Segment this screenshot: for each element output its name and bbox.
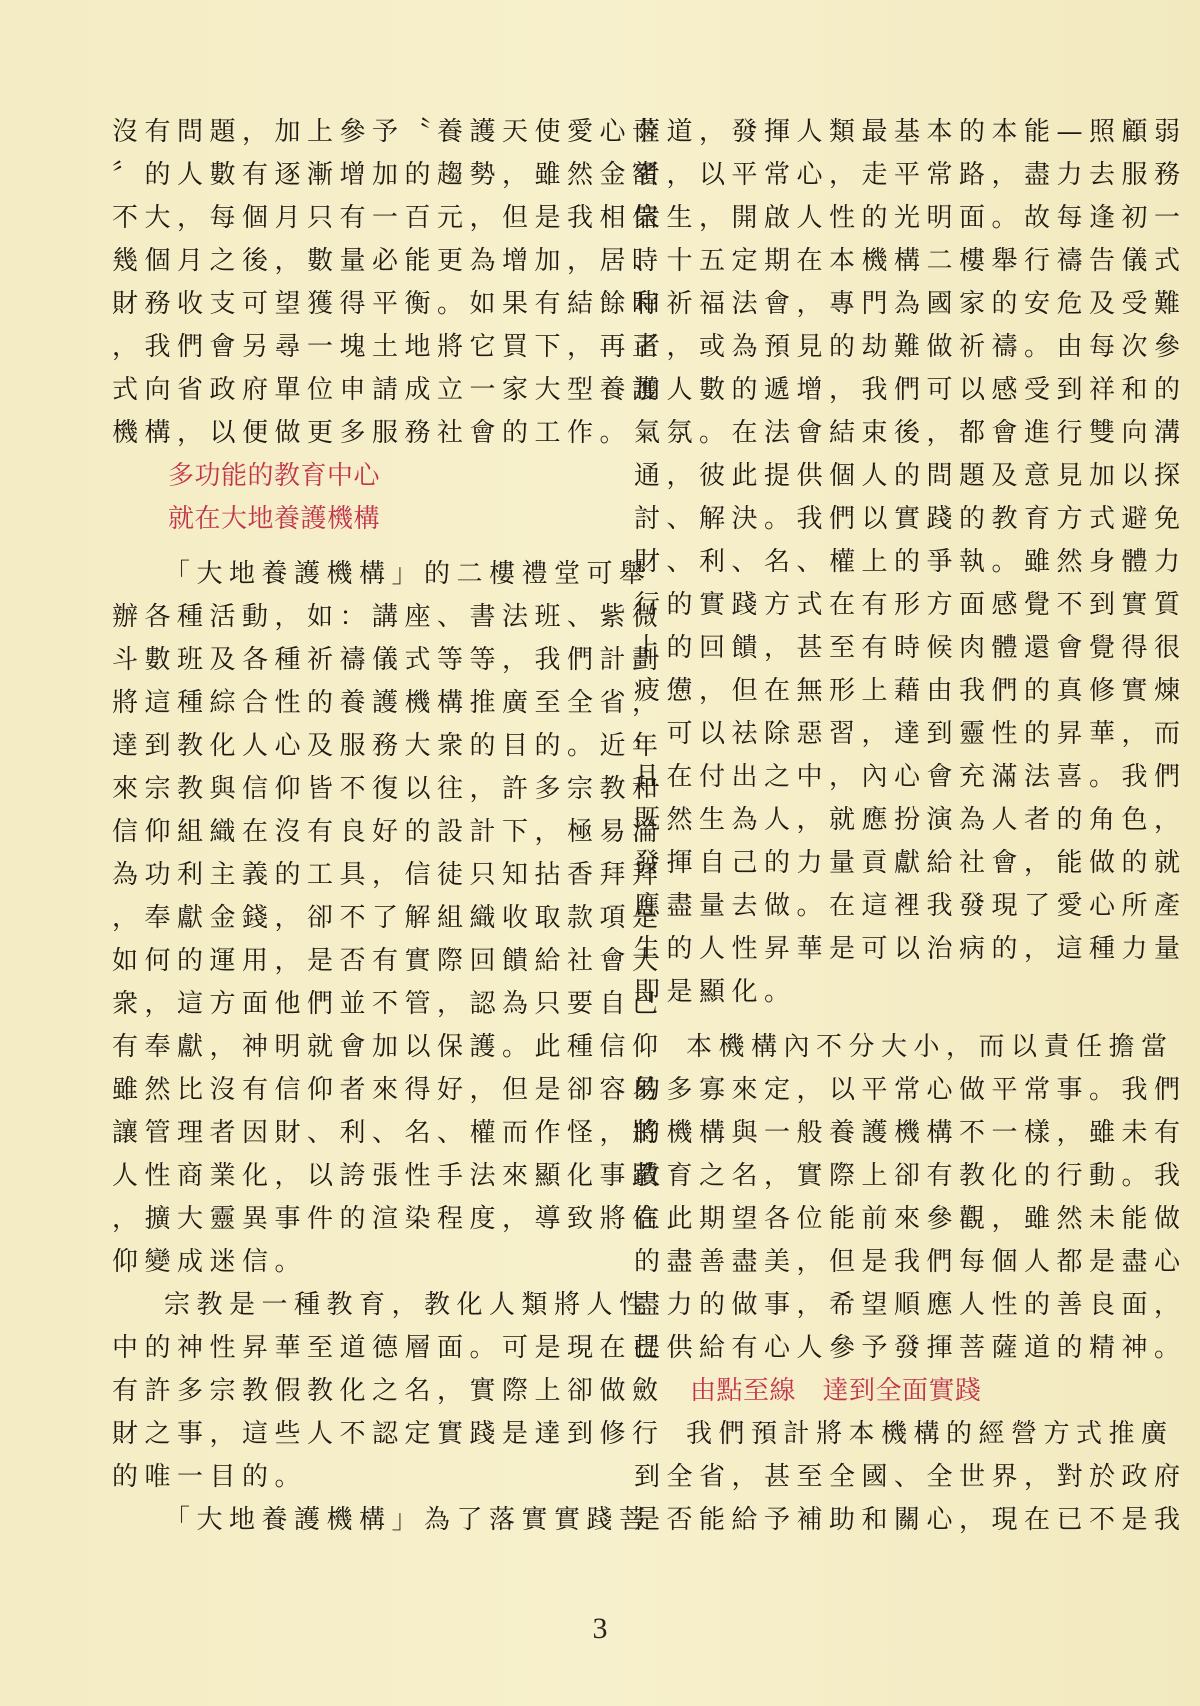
text-line: 氣氛。在法會結束後，都會進行雙向溝	[634, 418, 1187, 448]
text-line: 機構，以便做更多服務社會的工作。	[112, 418, 633, 448]
section-heading-full-practice: 由點至線 達到全面實踐	[690, 1376, 982, 1406]
heading-line: 多功能的教育中心	[168, 461, 381, 491]
right-paragraph-3	[634, 1414, 1187, 1543]
text-line: 且在付出之中，內心會充滿法喜。我們	[634, 762, 1187, 792]
text-line: 提供給有心人參予發揮菩薩道的精神。	[634, 1333, 1187, 1363]
text-line: 的唯一目的。	[112, 1462, 308, 1492]
text-line: 辦各種活動，如：講座、書法班、紫微	[112, 602, 665, 632]
text-line: 式向省政府單位申請成立一家大型養護	[112, 375, 665, 405]
text-line: 在此期望各位能前來參觀，雖然未能做	[634, 1204, 1187, 1234]
text-line: 疲憊，但在無形上藉由我們的真修實煉	[634, 676, 1187, 706]
text-line: 有許多宗教假教化之名，實際上卻做斂	[112, 1376, 665, 1406]
text-line: 讓管理者因財、利、名、權而作怪，將	[112, 1118, 665, 1148]
left-column	[112, 112, 665, 1543]
text-line: 、十五定期在本機構二樓舉行禱告儀式	[634, 246, 1187, 276]
text-line: 是否能給予補助和關心，現在已不是我	[634, 1505, 1187, 1535]
text-line: 「大地養護機構」為了落實實踐菩	[164, 1505, 652, 1535]
page-number: 3	[592, 1612, 608, 1645]
text-line: 者，以平常心，走平常路，盡力去服務	[634, 160, 1187, 190]
right-paragraph-1	[634, 112, 1187, 1015]
text-line: 上的回饋，甚至有時候肉體還會覺得很	[634, 633, 1187, 663]
text-line: 的機構與一般養護機構不一樣，雖未有	[634, 1118, 1187, 1148]
text-line: 將這種綜合性的養護機構推廣至全省，	[112, 688, 665, 718]
text-line: 來宗教與信仰皆不復以往，許多宗教和	[112, 774, 665, 804]
left-paragraph-1	[112, 112, 665, 456]
text-line: 雖然比沒有信仰者來得好，但是卻容易	[112, 1075, 665, 1105]
text-line: 者，或為預見的劫難做祈禱。由每次參	[634, 332, 1187, 362]
text-line: 仰變成迷信。	[112, 1247, 308, 1277]
text-line: 〞的人數有逐漸增加的趨勢，雖然金額	[112, 160, 665, 190]
right-column	[634, 112, 1187, 1543]
text-line: 通，彼此提供個人的問題及意見加以探	[634, 461, 1187, 491]
text-line: 為功利主義的工具，信徒只知拈香拜拜	[112, 860, 665, 890]
text-line: 加人數的遞增，我們可以感受到祥和的	[634, 375, 1187, 405]
spacer	[634, 1015, 1118, 1027]
section-heading-education-center	[112, 456, 596, 542]
text-line: 即是顯化。	[634, 977, 797, 1007]
text-line: 有奉獻，神明就會加以保護。此種信仰	[112, 1032, 665, 1062]
text-line: 衆生，開啟人性的光明面。故每逢初一	[634, 203, 1187, 233]
text-line: 應盡量去做。在這裡我發現了愛心所產	[634, 891, 1187, 921]
text-line: 財務收支可望獲得平衡。如果有結餘時	[112, 289, 665, 319]
text-line: 宗教是一種教育，教化人類將人性	[164, 1290, 652, 1320]
left-paragraph-3	[112, 1285, 665, 1500]
text-line: 我們預計將本機構的經營方式推廣	[686, 1419, 1174, 1449]
text-line: 薩道，發揮人類最基本的本能—照顧弱	[634, 117, 1187, 147]
text-line: 不大，每個月只有一百元，但是我相信	[112, 203, 665, 233]
text-line: 幾個月之後，數量必能更為增加，居時	[112, 246, 665, 276]
text-line: 人性商業化，以誇張性手法來顯化事蹟	[112, 1161, 665, 1191]
text-line: 既然生為人，就應扮演為人者的角色，	[634, 805, 1187, 835]
text-line: ，奉獻金錢，卻不了解組織收取款項是	[112, 903, 665, 933]
text-line: 教育之名，實際上卻有教化的行動。我	[634, 1161, 1187, 1191]
heading-line: 就在大地養護機構	[168, 504, 381, 534]
right-paragraph-2	[634, 1027, 1187, 1371]
text-line: 達到教化人心及服務大衆的目的。近年	[112, 731, 665, 761]
text-line: ，擴大靈異事件的渲染程度，導致將信	[112, 1204, 665, 1234]
text-line: 的多寡來定，以平常心做平常事。我們	[634, 1075, 1187, 1105]
text-line: 斗數班及各種祈禱儀式等等，我們計劃	[112, 645, 665, 675]
left-paragraph-2	[112, 554, 665, 1285]
text-line: 財、利、名、權上的爭執。雖然身體力	[634, 547, 1187, 577]
text-line: 盡力的做事，希望順應人性的善良面，	[634, 1290, 1187, 1320]
text-line: 本機構內不分大小，而以責任擔當	[686, 1032, 1174, 1062]
text-line: 沒有問題，加上參予〝養護天使愛心卡	[112, 117, 665, 147]
text-line: 行的實踐方式在有形方面感覺不到實質	[634, 590, 1187, 620]
text-line: 和祈福法會，專門為國家的安危及受難	[634, 289, 1187, 319]
text-line: 信仰組織在沒有良好的設計下，極易淪	[112, 817, 665, 847]
text-line: ，可以祛除惡習，達到靈性的昇華，而	[634, 719, 1187, 749]
text-line: 「大地養護機構」的二樓禮堂可舉	[164, 559, 652, 589]
text-line: 生的人性昇華是可以治病的，這種力量	[634, 934, 1187, 964]
spacer	[112, 542, 596, 554]
text-line: 的盡善盡美，但是我們每個人都是盡心	[634, 1247, 1187, 1277]
text-line: 中的神性昇華至道德層面。可是現在已	[112, 1333, 665, 1363]
text-line: 到全省，甚至全國、全世界，對於政府	[634, 1462, 1187, 1492]
text-line: ，我們會另尋一塊土地將它買下，再正	[112, 332, 665, 362]
left-paragraph-4	[112, 1500, 652, 1543]
text-line: 發揮自己的力量貢獻給社會，能做的就	[634, 848, 1187, 878]
text-line: 如何的運用，是否有實際回饋給社會大	[112, 946, 665, 976]
text-line: 財之事，這些人不認定實踐是達到修行	[112, 1419, 665, 1449]
text-line: 衆，這方面他們並不管，認為只要自己	[112, 989, 665, 1019]
text-line: 討、解決。我們以實踐的教育方式避免	[634, 504, 1187, 534]
